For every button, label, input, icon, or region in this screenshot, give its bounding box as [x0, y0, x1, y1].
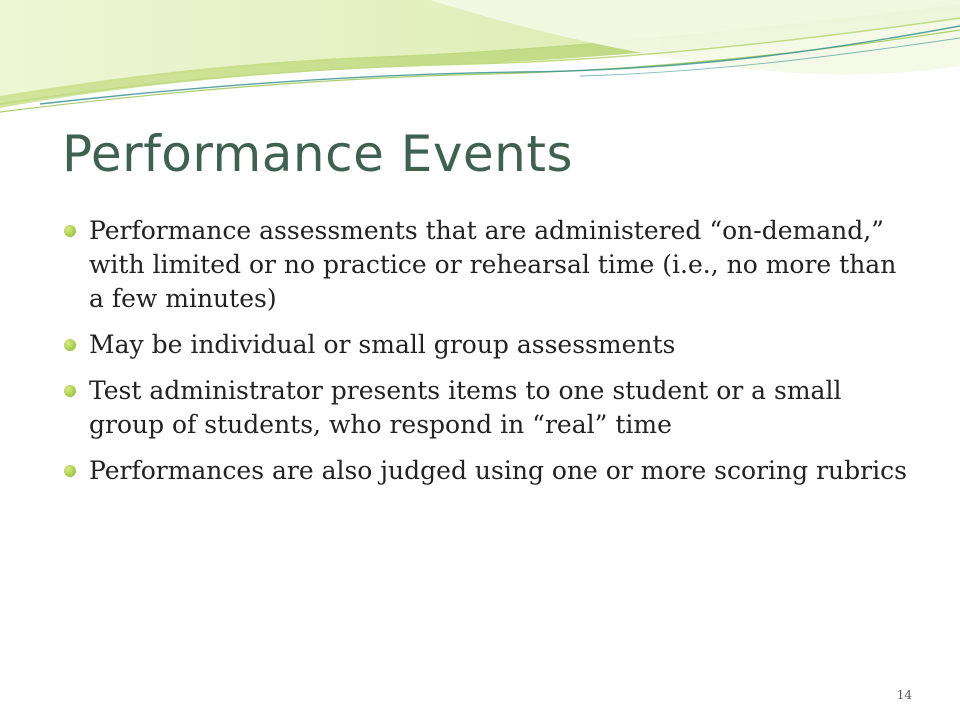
bullet-item [64, 454, 914, 488]
bullet-text: Performance assessments that are administered “on-demand,” with limited or no practice or rehearsal time (i.e., no more than a few minutes) [89, 216, 897, 313]
bullet-dot-icon [64, 339, 76, 351]
bullet-list [64, 214, 914, 500]
page-number: 14 [896, 688, 912, 702]
slide-title: Performance Events [62, 125, 574, 183]
bullet-item [64, 214, 914, 316]
bullet-item [64, 328, 914, 362]
bullet-text: May be individual or small group assessments [89, 330, 676, 359]
bullet-dot-icon [64, 225, 76, 237]
bullet-text: Test administrator presents items to one student or a small group of students, who respond in “real” time [89, 376, 842, 439]
bullet-item [64, 374, 914, 442]
header-swoosh-decoration [0, 0, 960, 140]
bullet-dot-icon [64, 465, 76, 477]
bullet-dot-icon [64, 385, 76, 397]
bullet-text: Performances are also judged using one or more scoring rubrics [89, 456, 907, 485]
